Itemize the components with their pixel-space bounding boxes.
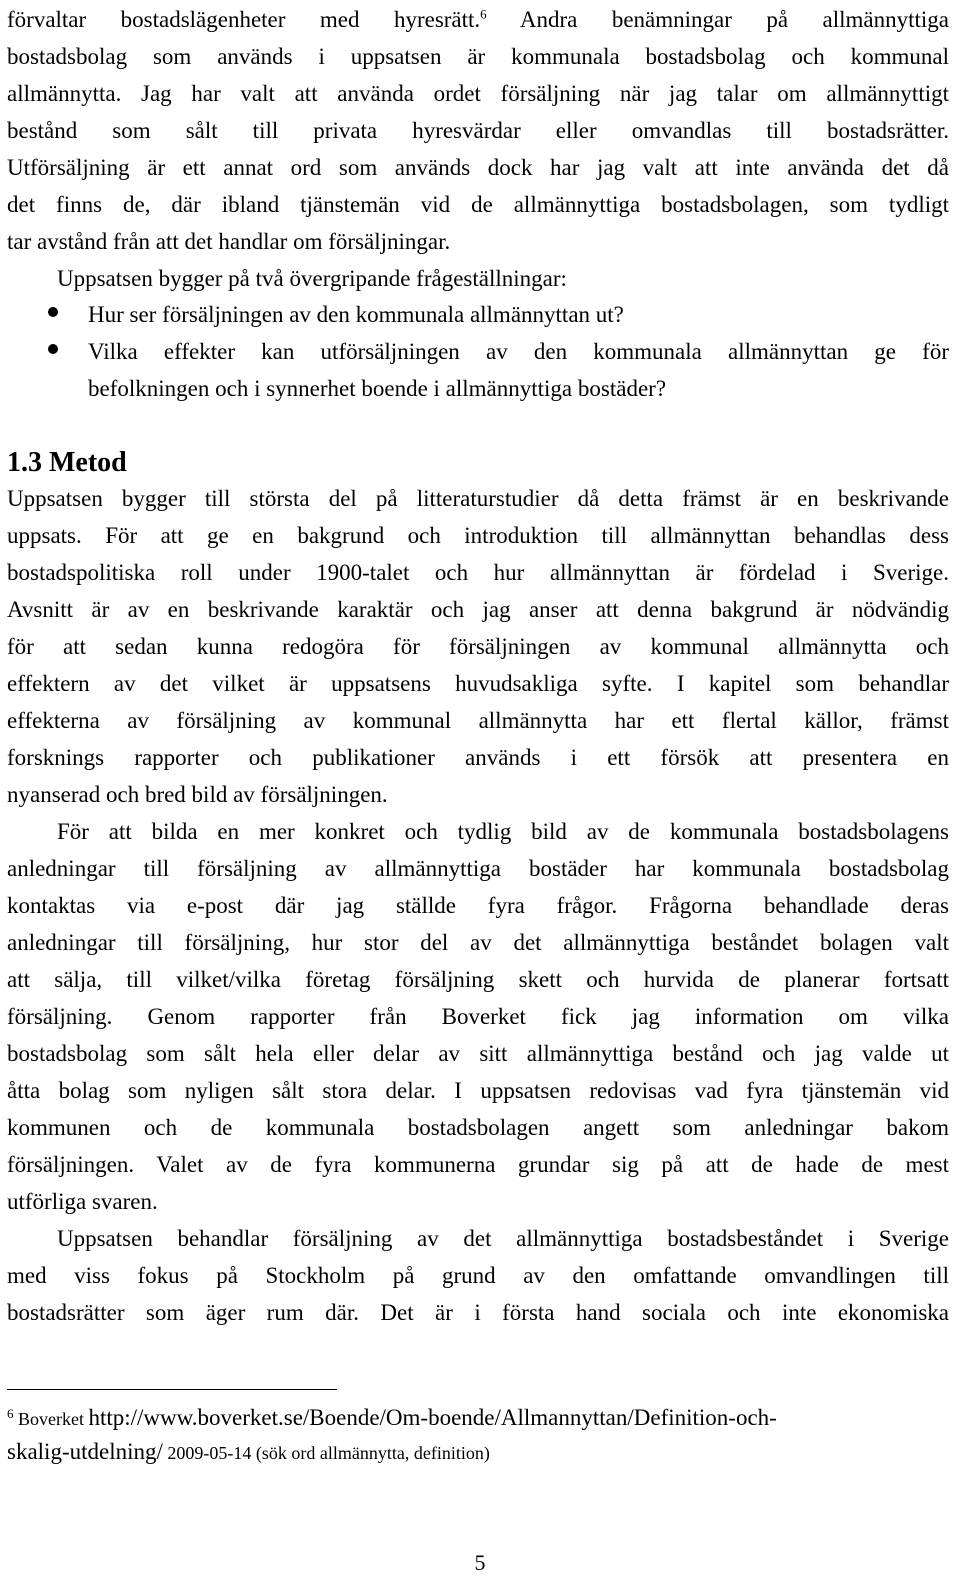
- body-line: kommunen och de kommunala bostadsbolagen angett som anledningar bakom: [7, 1115, 949, 1140]
- body-line: att sälja, till vilket/vilka företag försäljning skett och hurvida de planerar fortsatt: [7, 967, 949, 992]
- body-line: kontaktas via e-post där jag ställde fyra frågor. Frågorna behandlade deras: [7, 893, 949, 918]
- list-item: Hur ser försäljningen av den kommunala allmännyttan ut?: [88, 302, 624, 327]
- body-line: Avsnitt är av en beskrivande karaktär och jag anser att denna bakgrund är nödvändig: [7, 597, 949, 622]
- body-line: utförliga svaren.: [7, 1189, 158, 1214]
- page-number: 5: [474, 1550, 486, 1575]
- footnote-date-note: 2009-05-14 (sök ord allmännytta, definition): [167, 1443, 490, 1463]
- list-item-continuation: befolkningen och i synnerhet boende i allmännyttiga bostäder?: [88, 376, 667, 401]
- body-line: bostadsrätter som äger rum där. Det är i första hand sociala och inte ekonomiska: [7, 1300, 949, 1325]
- body-line: försäljningen. Valet av de fyra kommunerna grundar sig på att de hade de mest: [7, 1152, 949, 1177]
- bullet-icon: [48, 307, 58, 317]
- body-line: försäljning. Genom rapporter från Boverket fick jag information om vilka: [7, 1004, 949, 1029]
- body-line: effekterna av försäljning av kommunal allmännytta har ett flertal källor, främst: [7, 708, 949, 733]
- body-line: förvaltar bostadslägenheter med hyresrätt.$^6$ Andra benämningar på allmännyttiga: [7, 6, 949, 32]
- body-line: uppsats. För att ge en bakgrund och introduktion till allmännyttan behandlas dess: [7, 523, 949, 548]
- footnote-source: Boverket: [18, 1409, 84, 1429]
- footnote-ref: 6: [480, 6, 487, 22]
- body-line: effektern av det vilket är uppsatsens huvudsakliga syfte. I kapitel som behandlar: [7, 671, 949, 696]
- section-heading: 1.3 Metod: [7, 447, 127, 478]
- body-line: allmännytta. Jag har valt att använda ordet försäljning när jag talar om allmännyttigt: [7, 81, 949, 106]
- body-line: med viss fokus på Stockholm på grund av den omfattande omvandlingen till: [7, 1263, 949, 1288]
- body-line: bostadsbolag som används i uppsatsen är kommunala bostadsbolag och kommunal: [7, 44, 949, 69]
- body-line: bestånd som sålt till privata hyresvärdar eller omvandlas till bostadsrätter.: [7, 118, 949, 143]
- body-line: Uppsatsen bygger till största del på litteraturstudier då detta främst är en beskrivande: [7, 486, 949, 511]
- footnote-divider: [7, 1389, 337, 1390]
- footnote-continuation: [7, 1440, 490, 1465]
- list-item: Vilka effekter kan utförsäljningen av den kommunala allmännyttan ge för: [88, 339, 949, 364]
- footnote-link[interactable]: http://www.boverket.se/Boende/Om-boende/Allmannyttan/Definition-och-: [88, 1405, 777, 1430]
- body-line: Utförsäljning är ett annat ord som används dock har jag valt att inte använda det då: [7, 155, 949, 180]
- bullet-icon: [48, 344, 58, 354]
- body-line: det finns de, där ibland tjänstemän vid de allmännyttiga bostadsbolagen, som tydligt: [7, 192, 949, 217]
- footnote: [7, 1406, 777, 1431]
- body-line: bostadspolitiska roll under 1900-talet och hur allmännyttan är fördelad i Sverige.: [7, 560, 949, 585]
- body-line: anledningar till försäljning av allmännyttiga bostäder har kommunala bostadsbolag: [7, 856, 949, 881]
- questions-intro: Uppsatsen bygger på två övergripande frågeställningar:: [57, 266, 567, 291]
- body-line: anledningar till försäljning, hur stor del av det allmännyttiga beståndet bolagen valt: [7, 930, 949, 955]
- body-line: nyanserad och bred bild av försäljningen.: [7, 782, 388, 807]
- body-line: för att sedan kunna redogöra för försäljningen av kommunal allmännytta och: [7, 634, 949, 659]
- body-line: åtta bolag som nyligen sålt stora delar. I uppsatsen redovisas vad fyra tjänstemän vid: [7, 1078, 949, 1103]
- body-line: forsknings rapporter och publikationer används i ett försök att presentera en: [7, 745, 949, 770]
- body-line: För att bilda en mer konkret och tydlig bild av de kommunala bostadsbolagens: [57, 819, 949, 844]
- body-line: Uppsatsen behandlar försäljning av det allmännyttiga bostadsbeståndet i Sverige: [57, 1226, 949, 1251]
- body-line: tar avstånd från att det handlar om försäljningar.: [7, 229, 451, 254]
- body-line: bostadsbolag som sålt hela eller delar av sitt allmännyttiga bestånd och jag valde ut: [7, 1041, 949, 1066]
- footnote-number: 6: [7, 1406, 14, 1421]
- footnote-link-cont[interactable]: skalig-utdelning/: [7, 1439, 163, 1464]
